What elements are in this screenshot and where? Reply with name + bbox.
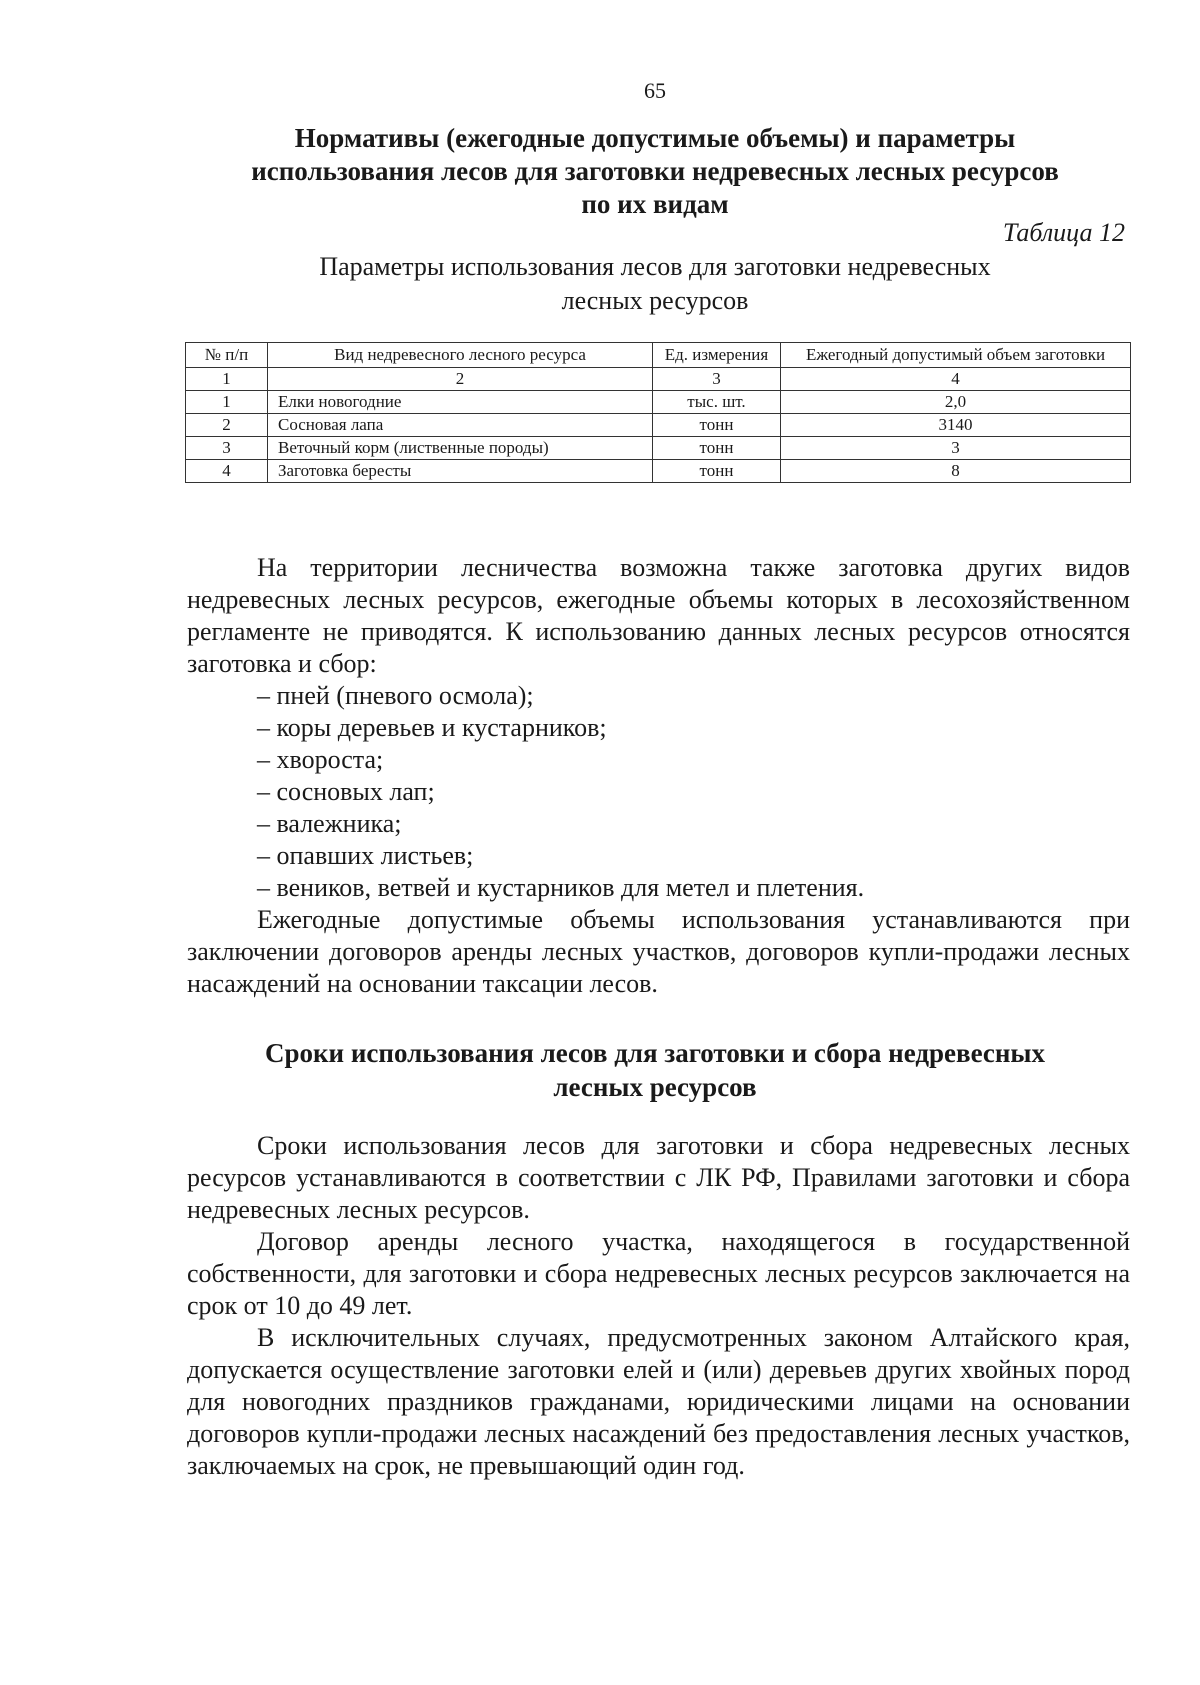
row-resource: Сосновая лапа — [268, 414, 653, 437]
row-unit: тонн — [653, 460, 781, 483]
row-num: 3 — [186, 437, 268, 460]
table-column-numbers-row — [186, 368, 1131, 391]
list-item: – пней (пневого осмола); — [257, 681, 534, 710]
resources-text-block — [187, 552, 1130, 1000]
list-item: – сосновых лап; — [257, 777, 435, 806]
column-number: 1 — [186, 368, 268, 391]
header-resource: Вид недревесного лесного ресурса — [268, 343, 653, 368]
row-unit: тонн — [653, 437, 781, 460]
header-unit: Ед. измерения — [653, 343, 781, 368]
column-number: 2 — [268, 368, 653, 391]
list-item: – коры деревьев и кустарников; — [257, 713, 607, 742]
section-paragraph: Договор аренды лесного участка, находящегося в государственной собственности, для заготовки и сбора недревесных лесных ресурсов заключается на срок от 10 до 49 лет. — [187, 1227, 1130, 1320]
page-number: 65 — [644, 78, 666, 103]
main-title: Нормативы (ежегодные допустимые объемы) и параметры использования лесов для заготовки недревесных лесных ресурсов по их видам — [251, 123, 1059, 219]
list-item: – валежника; — [257, 809, 402, 838]
row-volume: 2,0 — [781, 391, 1131, 414]
row-resource: Елки новогодние — [268, 391, 653, 414]
row-unit: тонн — [653, 414, 781, 437]
table-caption: Параметры использования лесов для заготовки недревесных лесных ресурсов — [319, 252, 991, 315]
table-label: Таблица 12 — [1002, 218, 1125, 247]
closing-paragraph: Ежегодные допустимые объемы использования устанавливаются при заключении договоров аренды лесных участков, договоров купли-продажи лесных насаждений на основании таксации лесов. — [187, 905, 1130, 998]
column-number: 4 — [781, 368, 1131, 391]
row-volume: 3140 — [781, 414, 1131, 437]
row-resource: Заготовка бересты — [268, 460, 653, 483]
row-unit: тыс. шт. — [653, 391, 781, 414]
header-num: № п/п — [186, 343, 268, 368]
table-header-row — [186, 343, 1131, 368]
terms-text-block — [187, 1130, 1130, 1482]
row-num: 1 — [186, 391, 268, 414]
section-paragraph: Сроки использования лесов для заготовки и сбора недревесных лесных ресурсов устанавливаются в соответствии с ЛК РФ, Правилами заготовки и сбора недревесных лесных ресурсов. — [187, 1131, 1130, 1224]
parameters-table — [185, 342, 1131, 483]
header-volume: Ежегодный допустимый объем заготовки — [781, 343, 1131, 368]
section-paragraph: В исключительных случаях, предусмотренных законом Алтайского края, допускается осуществление заготовки елей и (или) деревьев других хвойных пород для новогодних праздников гражданами, юридическими лицами на основании договоров купли-продажи лесных насаждений без предоставления лесных участков, заключаемых на срок, не превышающий один год. — [187, 1323, 1130, 1480]
list-item: – хвороста; — [257, 745, 384, 774]
table-row — [186, 437, 1131, 460]
table-row — [186, 414, 1131, 437]
row-volume: 8 — [781, 460, 1131, 483]
row-resource: Веточный корм (лиственные породы) — [268, 437, 653, 460]
table-row — [186, 391, 1131, 414]
intro-paragraph: На территории лесничества возможна также заготовка других видов недревесных лесных ресурсов, ежегодные объемы которых в лесохозяйственном регламенте не приводятся. К использованию данных лесных ресурсов относятся заготовка и сбор: — [187, 553, 1130, 678]
list-item: – опавших листьев; — [257, 841, 474, 870]
row-num: 4 — [186, 460, 268, 483]
section-title: Сроки использования лесов для заготовки и сбора недревесных лесных ресурсов — [264, 1038, 1046, 1102]
row-num: 2 — [186, 414, 268, 437]
row-volume: 3 — [781, 437, 1131, 460]
table-row — [186, 460, 1131, 483]
list-item: – веников, ветвей и кустарников для метел и плетения. — [257, 873, 865, 902]
column-number: 3 — [653, 368, 781, 391]
